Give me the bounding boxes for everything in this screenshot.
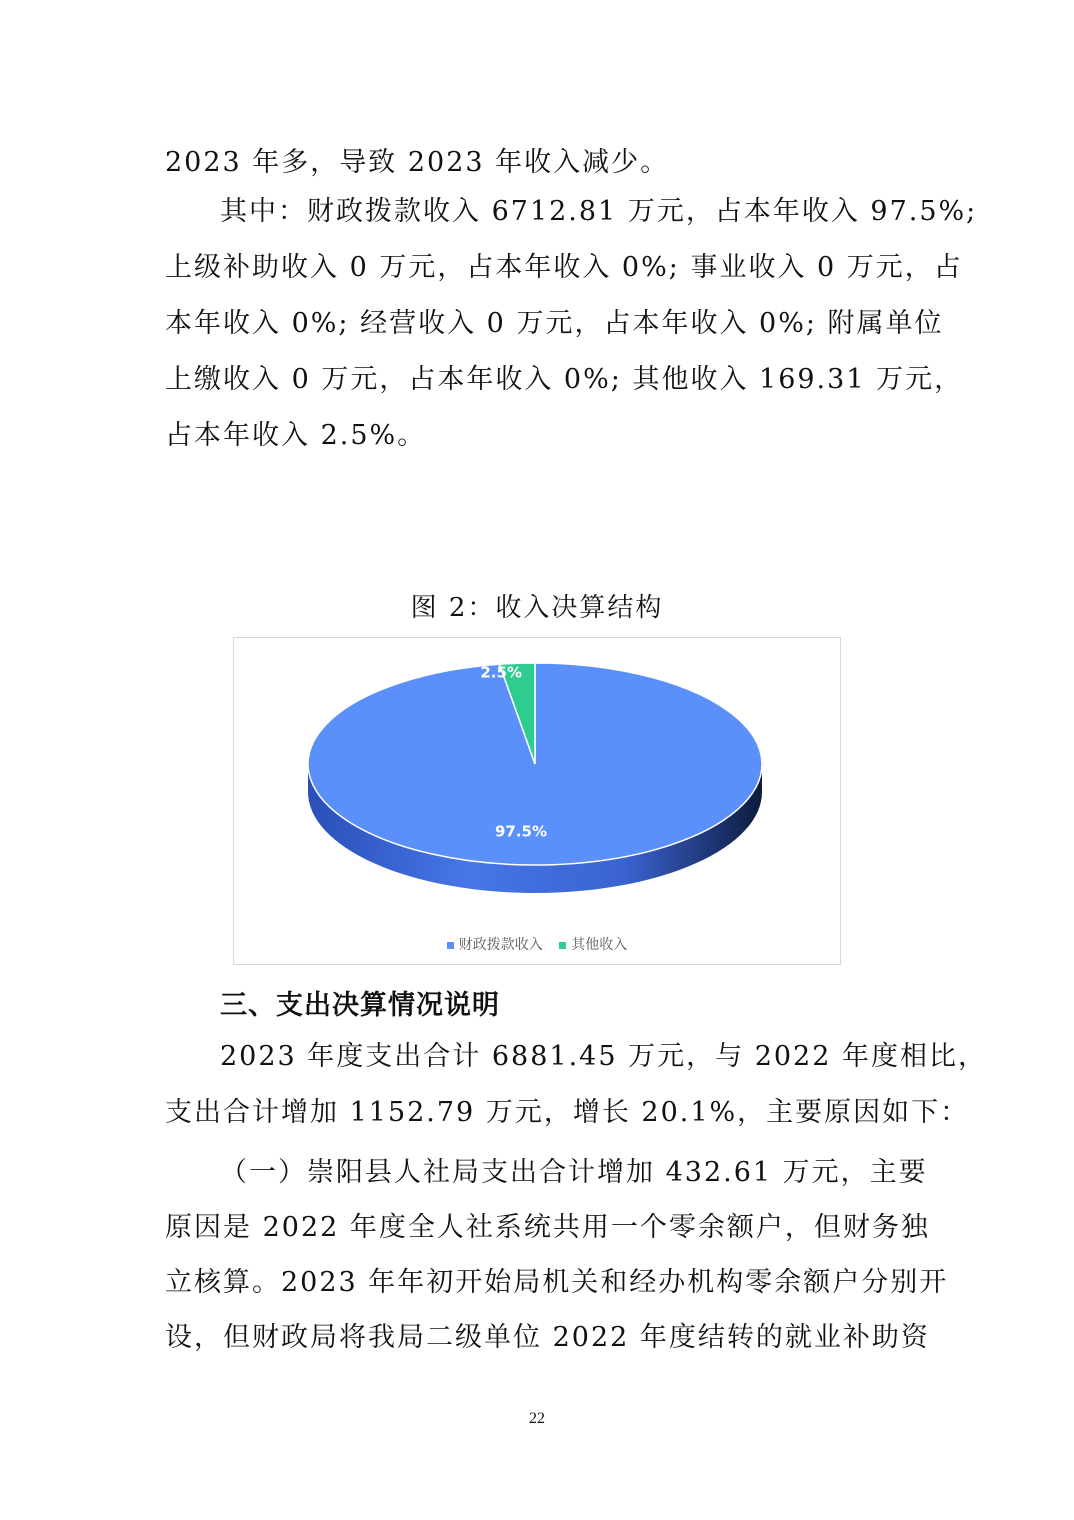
legend-swatch-other bbox=[559, 942, 566, 949]
paragraph-line: （一）崇阳县人社局支出合计增加 432.61 万元，主要 bbox=[220, 1157, 928, 1188]
legend-label-other: 其他收入 bbox=[571, 937, 628, 953]
paragraph-line: 其中：财政拨款收入 6712.81 万元，占本年收入 97.5%; bbox=[220, 196, 978, 227]
paragraph-line: 支出合计增加 1152.79 万元，增长 20.1%，主要原因如下： bbox=[165, 1097, 970, 1128]
paragraph-line: 2023 年度支出合计 6881.45 万元，与 2022 年度相比， bbox=[220, 1041, 987, 1072]
legend-label-fiscal: 财政拨款收入 bbox=[458, 937, 543, 953]
pie-chart-svg bbox=[234, 638, 840, 964]
pie-chart bbox=[233, 637, 841, 965]
page-number: 22 bbox=[529, 1410, 545, 1427]
paragraph-line: 上级补助收入 0 万元，占本年收入 0%; 事业收入 0 万元，占 bbox=[165, 252, 963, 283]
paragraph-line: 原因是 2022 年度全人社系统共用一个零余额户，但财务独 bbox=[165, 1212, 930, 1243]
paragraph-line: 占本年收入 2.5%。 bbox=[165, 420, 427, 451]
paragraph-line: 2023 年多，导致 2023 年收入减少。 bbox=[165, 147, 670, 178]
paragraph-line: 上缴收入 0 万元，占本年收入 0%; 其他收入 169.31 万元， bbox=[165, 364, 964, 395]
figure-caption: 图 2：收入决算结构 bbox=[410, 593, 664, 623]
paragraph-line: 设，但财政局将我局二级单位 2022 年度结转的就业补助资 bbox=[165, 1322, 930, 1353]
paragraph-line: 本年收入 0%; 经营收入 0 万元，占本年收入 0%; 附属单位 bbox=[165, 308, 944, 339]
section-heading: 三、支出决算情况说明 bbox=[220, 990, 500, 1021]
legend-swatch-fiscal bbox=[447, 942, 454, 949]
pie-label-fiscal: 97.5% bbox=[494, 822, 548, 841]
chart-legend bbox=[234, 934, 840, 954]
paragraph-line: 立核算。2023 年年初开始局机关和经办机构零余额户分别开 bbox=[165, 1267, 949, 1298]
legend-item-other bbox=[559, 934, 627, 954]
legend-item-fiscal bbox=[447, 934, 543, 954]
pie-label-other: 2.5% bbox=[480, 663, 522, 682]
